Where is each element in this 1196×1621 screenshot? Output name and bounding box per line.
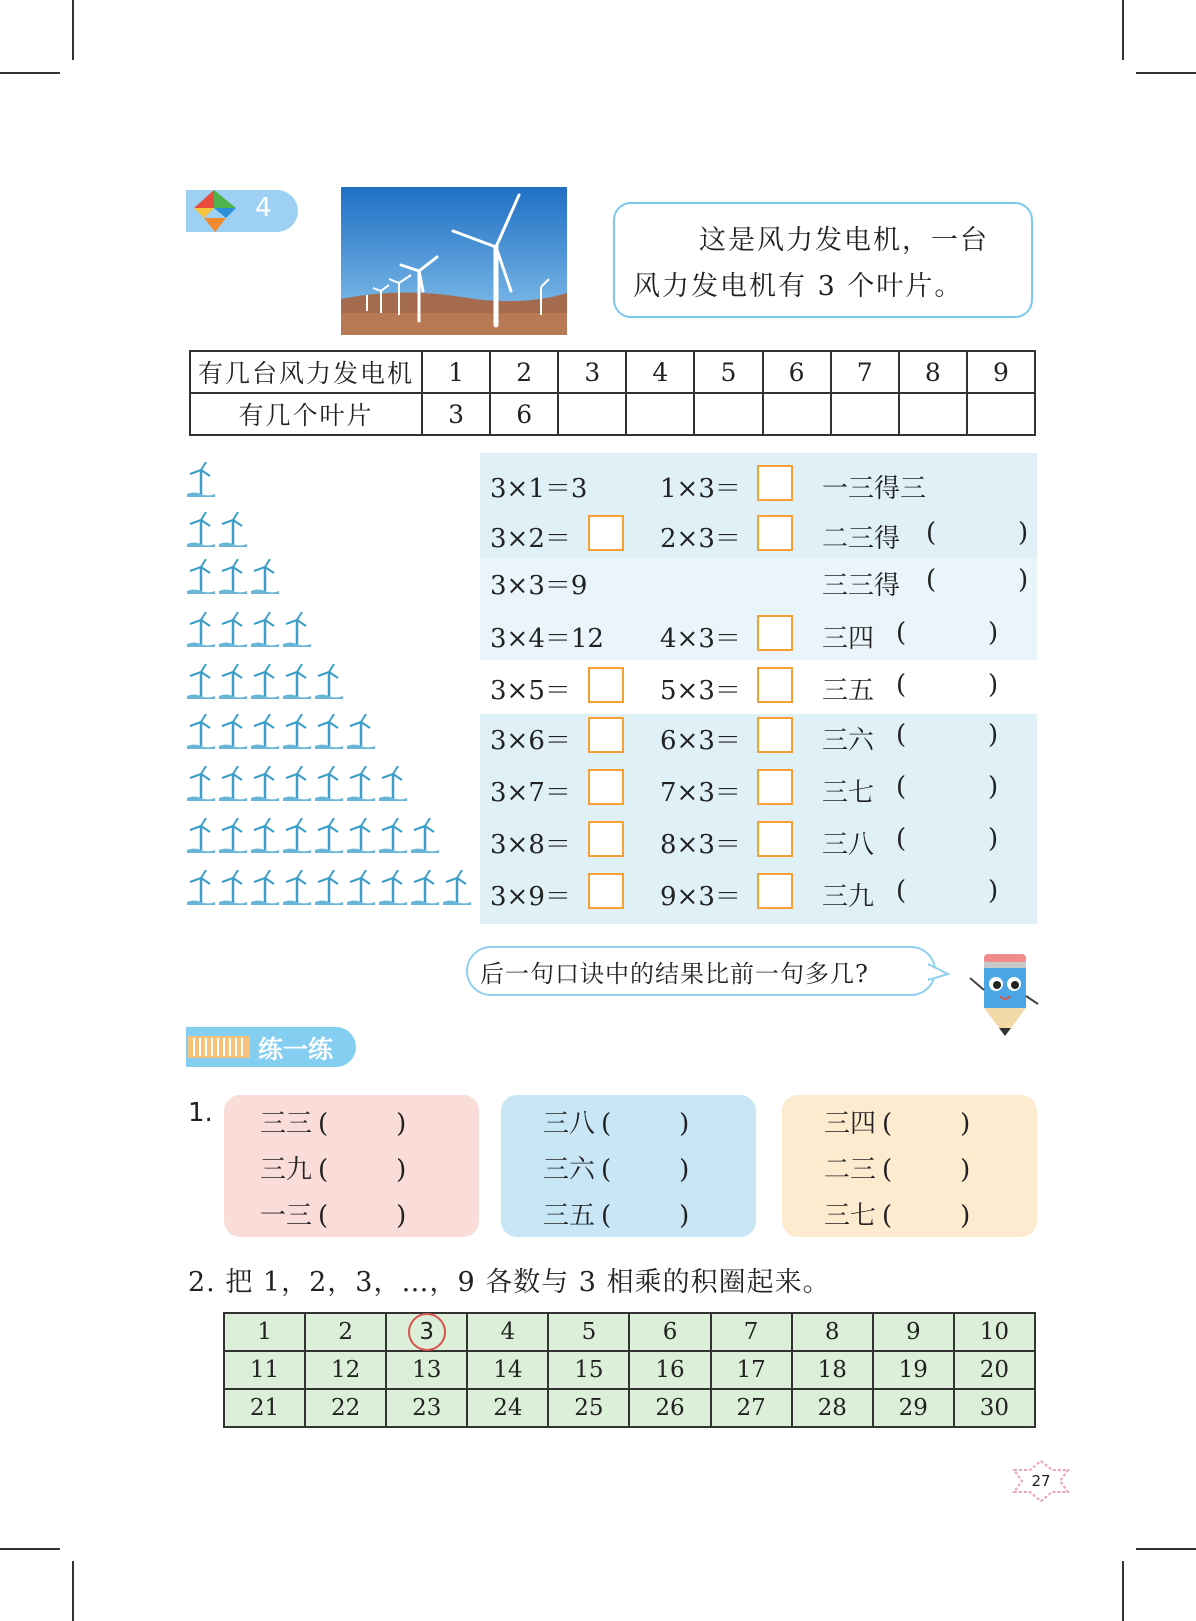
grid-cell[interactable]: 24 bbox=[467, 1389, 548, 1427]
grid-cell[interactable]: 30 bbox=[954, 1389, 1035, 1427]
circle-mark bbox=[408, 1313, 446, 1351]
wind-turbine-icon bbox=[250, 612, 280, 648]
exercise-card bbox=[224, 1095, 479, 1237]
grid-cell[interactable]: 12 bbox=[305, 1351, 386, 1389]
card-item bbox=[260, 1195, 406, 1232]
wind-turbine-icon bbox=[186, 612, 216, 648]
grid-cell[interactable]: 22 bbox=[305, 1389, 386, 1427]
equation-left: 3×3＝9 bbox=[490, 571, 588, 601]
equation-right: 1×3＝ bbox=[660, 474, 741, 504]
grid-cell[interactable]: 15 bbox=[548, 1351, 629, 1389]
grid-row bbox=[224, 1389, 1035, 1427]
wind-turbine-icon bbox=[250, 818, 280, 854]
answer-box[interactable] bbox=[757, 515, 793, 551]
wind-turbine-icon bbox=[346, 818, 376, 854]
exercise-1-label: 1. bbox=[188, 1098, 213, 1128]
table-cell: 9 bbox=[967, 351, 1035, 393]
turbine-row bbox=[186, 714, 378, 750]
answer-box[interactable] bbox=[757, 873, 793, 909]
paren-close: ) bbox=[396, 1155, 407, 1185]
paren-open: ( bbox=[896, 720, 907, 750]
pencil-mascot-icon bbox=[962, 940, 1044, 1040]
crop-mark bbox=[1136, 72, 1196, 74]
grid-cell[interactable]: 1 bbox=[224, 1313, 305, 1351]
answer-box[interactable] bbox=[757, 465, 793, 501]
crop-mark bbox=[1122, 1561, 1124, 1621]
wind-turbine-icon bbox=[186, 462, 216, 498]
table-cell: 5 bbox=[694, 351, 762, 393]
wind-turbine-icon bbox=[314, 766, 344, 802]
wind-turbine-icon bbox=[282, 664, 312, 700]
blank-cell[interactable] bbox=[763, 393, 831, 435]
equation-left: 3×4＝12 bbox=[490, 624, 604, 654]
grid-cell[interactable]: 7 bbox=[711, 1313, 792, 1351]
rhyme-text: 三九 bbox=[822, 882, 875, 912]
wind-turbine-icon bbox=[218, 664, 248, 700]
grid-cell[interactable]: 6 bbox=[629, 1313, 710, 1351]
equation-right: 7×3＝ bbox=[660, 778, 741, 808]
answer-box[interactable] bbox=[588, 717, 624, 753]
answer-box[interactable] bbox=[757, 717, 793, 753]
table-cell: 6 bbox=[763, 351, 831, 393]
blank-cell[interactable] bbox=[967, 393, 1035, 435]
grid-cell[interactable]: 28 bbox=[792, 1389, 873, 1427]
turbine-row bbox=[186, 612, 314, 648]
equation-left: 3×6＝ bbox=[490, 726, 571, 756]
wind-turbine-icon bbox=[346, 766, 376, 802]
equation-right: 2×3＝ bbox=[660, 524, 741, 554]
paren-close: ) bbox=[988, 772, 999, 802]
grid-cell[interactable]: 26 bbox=[629, 1389, 710, 1427]
answer-box[interactable] bbox=[588, 667, 624, 703]
turbine-row bbox=[186, 664, 346, 700]
exercise-card bbox=[782, 1095, 1037, 1237]
row-label-blades: 有几个叶片 bbox=[190, 393, 422, 435]
wind-turbine-icon bbox=[282, 818, 312, 854]
wind-turbine-icon bbox=[186, 818, 216, 854]
turbine-row bbox=[186, 818, 442, 854]
paren-open: ( bbox=[882, 1109, 893, 1139]
speech-bubble bbox=[613, 202, 1033, 318]
blank-cell[interactable] bbox=[694, 393, 762, 435]
paren-close: ) bbox=[396, 1201, 407, 1231]
blank-cell[interactable] bbox=[899, 393, 967, 435]
paren-open: ( bbox=[882, 1201, 893, 1231]
grid-row bbox=[224, 1313, 1035, 1351]
table-cell: 4 bbox=[626, 351, 694, 393]
row-label-machines: 有几台风力发电机 bbox=[190, 351, 422, 393]
grid-cell[interactable]: 19 bbox=[873, 1351, 954, 1389]
equation-right: 6×3＝ bbox=[660, 726, 741, 756]
wind-turbine-icon bbox=[218, 559, 248, 595]
answer-box[interactable] bbox=[588, 821, 624, 857]
number-grid bbox=[223, 1312, 1036, 1428]
card-item bbox=[824, 1149, 970, 1186]
wind-turbine-icon bbox=[186, 559, 216, 595]
speech-line-1: 这是风力发电机，一台 bbox=[699, 225, 989, 256]
answer-box[interactable] bbox=[588, 515, 624, 551]
wind-turbine-photo bbox=[341, 187, 567, 335]
wind-turbine-icon bbox=[314, 870, 344, 906]
grid-cell[interactable]: 18 bbox=[792, 1351, 873, 1389]
grid-cell[interactable]: 25 bbox=[548, 1389, 629, 1427]
crop-mark bbox=[72, 1561, 74, 1621]
grid-cell[interactable]: 27 bbox=[711, 1389, 792, 1427]
rhyme-text: 三八 bbox=[822, 830, 875, 860]
grid-cell[interactable]: 9 bbox=[873, 1313, 954, 1351]
paren-close: ) bbox=[1018, 518, 1029, 548]
wind-turbine-icon bbox=[186, 714, 216, 750]
wind-turbine-icon bbox=[218, 870, 248, 906]
wind-turbine-icon bbox=[218, 818, 248, 854]
wind-turbine-icon bbox=[250, 766, 280, 802]
wind-turbine-icon bbox=[410, 818, 440, 854]
wind-turbine-icon bbox=[282, 766, 312, 802]
page-number: 27 bbox=[1031, 1472, 1051, 1490]
card-item-label: 三八 bbox=[543, 1109, 596, 1139]
table-row bbox=[190, 351, 1035, 393]
paren-close: ) bbox=[988, 876, 999, 906]
crop-mark bbox=[72, 0, 74, 60]
card-item-label: 三七 bbox=[824, 1201, 877, 1231]
wind-turbine-icon bbox=[250, 870, 280, 906]
turbine-row bbox=[186, 870, 474, 906]
equation-left: 3×9＝ bbox=[490, 882, 571, 912]
paren-open: ( bbox=[601, 1155, 612, 1185]
table-cell: 2 bbox=[490, 351, 558, 393]
paren-open: ( bbox=[896, 876, 907, 906]
paren-open: ( bbox=[318, 1109, 329, 1139]
grid-cell[interactable]: 20 bbox=[954, 1351, 1035, 1389]
wind-turbine-icon bbox=[314, 818, 344, 854]
table-cell: 3 bbox=[422, 393, 490, 435]
paren-open: ( bbox=[926, 518, 937, 548]
wind-turbine-icon bbox=[442, 870, 472, 906]
wind-turbine-icon bbox=[314, 664, 344, 700]
grid-cell[interactable]: 13 bbox=[386, 1351, 467, 1389]
blank-cell[interactable] bbox=[831, 393, 899, 435]
paren-close: ) bbox=[679, 1155, 690, 1185]
wind-turbine-icon bbox=[410, 870, 440, 906]
exercise-card bbox=[501, 1095, 756, 1237]
paren-open: ( bbox=[926, 565, 937, 595]
paren-open: ( bbox=[882, 1155, 893, 1185]
wind-turbine-icon bbox=[250, 664, 280, 700]
rhyme-text: 三三得 bbox=[822, 571, 901, 601]
wind-turbine-icon bbox=[346, 870, 376, 906]
grid-cell[interactable]: 29 bbox=[873, 1389, 954, 1427]
paren-close: ) bbox=[960, 1109, 971, 1139]
paren-close: ) bbox=[988, 670, 999, 700]
paren-close: ) bbox=[679, 1201, 690, 1231]
speech-line-2: 风力发电机有 3 个叶片。 bbox=[633, 271, 964, 302]
card-item-label: 三三 bbox=[260, 1109, 313, 1139]
turbine-row bbox=[186, 462, 218, 498]
wind-turbine-icon bbox=[250, 559, 280, 595]
card-item bbox=[260, 1149, 406, 1186]
wind-turbine-icon bbox=[186, 664, 216, 700]
answer-box[interactable] bbox=[588, 769, 624, 805]
equation-left: 3×8＝ bbox=[490, 830, 571, 860]
grid-cell[interactable]: 3 bbox=[386, 1313, 467, 1351]
tangram-icon bbox=[186, 186, 242, 234]
paren-close: ) bbox=[988, 824, 999, 854]
grid-cell[interactable]: 2 bbox=[305, 1313, 386, 1351]
paren-close: ) bbox=[679, 1109, 690, 1139]
card-item bbox=[824, 1195, 970, 1232]
wind-turbine-icon bbox=[250, 714, 280, 750]
paren-close: ) bbox=[988, 618, 999, 648]
grid-cell[interactable]: 11 bbox=[224, 1351, 305, 1389]
blank-cell[interactable] bbox=[558, 393, 626, 435]
paren-close: ) bbox=[1018, 565, 1029, 595]
crop-mark bbox=[1136, 1548, 1196, 1550]
equation-left: 3×2＝ bbox=[490, 524, 571, 554]
exercise-2-text: 2. 把 1，2，3，…，9 各数与 3 相乘的积圈起来。 bbox=[188, 1267, 831, 1298]
wind-turbine-icon bbox=[282, 612, 312, 648]
crop-mark bbox=[0, 72, 60, 74]
table-cell: 7 bbox=[831, 351, 899, 393]
wind-turbine-icon bbox=[186, 870, 216, 906]
answer-box[interactable] bbox=[757, 615, 793, 651]
paren-open: ( bbox=[896, 670, 907, 700]
wind-turbine-icon bbox=[218, 714, 248, 750]
paren-open: ( bbox=[318, 1201, 329, 1231]
table-row bbox=[190, 393, 1035, 435]
answer-box[interactable] bbox=[757, 769, 793, 805]
rhyme-text: 三五 bbox=[822, 676, 875, 706]
equation-left: 3×1＝3 bbox=[490, 474, 588, 504]
practice-title: 练一练 bbox=[258, 1035, 334, 1064]
table-cell: 1 bbox=[422, 351, 490, 393]
wind-turbine-icon bbox=[314, 714, 344, 750]
grid-cell[interactable]: 17 bbox=[711, 1351, 792, 1389]
card-item bbox=[543, 1103, 689, 1140]
grid-cell[interactable]: 5 bbox=[548, 1313, 629, 1351]
turbine-row bbox=[186, 512, 250, 548]
answer-box[interactable] bbox=[588, 873, 624, 909]
rhyme-text: 三四 bbox=[822, 624, 875, 654]
table-cell: 8 bbox=[899, 351, 967, 393]
wind-turbine-icon bbox=[282, 870, 312, 906]
card-item-label: 一三 bbox=[260, 1201, 313, 1231]
grid-cell[interactable]: 8 bbox=[792, 1313, 873, 1351]
question-text: 后一句口诀中的结果比前一句多几? bbox=[480, 960, 869, 988]
paren-open: ( bbox=[318, 1155, 329, 1185]
grid-cell[interactable]: 4 bbox=[467, 1313, 548, 1351]
grid-cell[interactable]: 23 bbox=[386, 1389, 467, 1427]
card-item bbox=[543, 1195, 689, 1232]
table-cell: 3 bbox=[558, 351, 626, 393]
answer-box[interactable] bbox=[757, 821, 793, 857]
card-item-label: 三六 bbox=[543, 1155, 596, 1185]
wind-turbine-icon bbox=[218, 766, 248, 802]
paren-open: ( bbox=[896, 618, 907, 648]
wind-turbine-icon bbox=[218, 612, 248, 648]
card-item-label: 三四 bbox=[824, 1109, 877, 1139]
grid-cell[interactable]: 16 bbox=[629, 1351, 710, 1389]
bubble-tail-icon bbox=[928, 962, 950, 982]
grid-row bbox=[224, 1351, 1035, 1389]
paren-open: ( bbox=[601, 1109, 612, 1139]
paren-close: ) bbox=[960, 1155, 971, 1185]
wind-turbine-icon bbox=[282, 714, 312, 750]
card-item bbox=[543, 1149, 689, 1186]
equation-left: 3×5＝ bbox=[490, 676, 571, 706]
lesson-number: 4 bbox=[255, 193, 272, 223]
turbine-row bbox=[186, 766, 410, 802]
answer-box[interactable] bbox=[757, 667, 793, 703]
grid-cell[interactable]: 14 bbox=[467, 1351, 548, 1389]
equation-right: 9×3＝ bbox=[660, 882, 741, 912]
rhyme-text: 三七 bbox=[822, 778, 875, 808]
wind-turbine-icon bbox=[378, 766, 408, 802]
card-item bbox=[260, 1103, 406, 1140]
rhyme-text: 三六 bbox=[822, 726, 875, 756]
grid-cell[interactable]: 10 bbox=[954, 1313, 1035, 1351]
equation-right: 5×3＝ bbox=[660, 676, 741, 706]
paren-close: ) bbox=[960, 1201, 971, 1231]
card-item-label: 三九 bbox=[260, 1155, 313, 1185]
equation-left: 3×7＝ bbox=[490, 778, 571, 808]
card-item-label: 三五 bbox=[543, 1201, 596, 1231]
rhyme-text: 一三得三 bbox=[822, 474, 927, 504]
blank-cell[interactable] bbox=[626, 393, 694, 435]
table-cell: 6 bbox=[490, 393, 558, 435]
wind-turbine-icon bbox=[186, 512, 216, 548]
grid-cell[interactable]: 21 bbox=[224, 1389, 305, 1427]
wind-turbine-icon bbox=[346, 714, 376, 750]
blade-count-table bbox=[189, 350, 1036, 436]
abacus-icon bbox=[188, 1036, 250, 1058]
wind-turbine-icon bbox=[218, 512, 248, 548]
crop-mark bbox=[1122, 0, 1124, 60]
wind-turbine-icon bbox=[378, 818, 408, 854]
paren-close: ) bbox=[988, 720, 999, 750]
paren-open: ( bbox=[896, 772, 907, 802]
paren-open: ( bbox=[601, 1201, 612, 1231]
wind-turbine-icon bbox=[186, 766, 216, 802]
card-item bbox=[824, 1103, 970, 1140]
turbine-row bbox=[186, 559, 282, 595]
rhyme-text: 二三得 bbox=[822, 524, 901, 554]
crop-mark bbox=[0, 1548, 60, 1550]
equation-right: 8×3＝ bbox=[660, 830, 741, 860]
paren-open: ( bbox=[896, 824, 907, 854]
card-item-label: 二三 bbox=[824, 1155, 877, 1185]
equation-right: 4×3＝ bbox=[660, 624, 741, 654]
paren-close: ) bbox=[396, 1109, 407, 1139]
wind-turbine-icon bbox=[378, 870, 408, 906]
